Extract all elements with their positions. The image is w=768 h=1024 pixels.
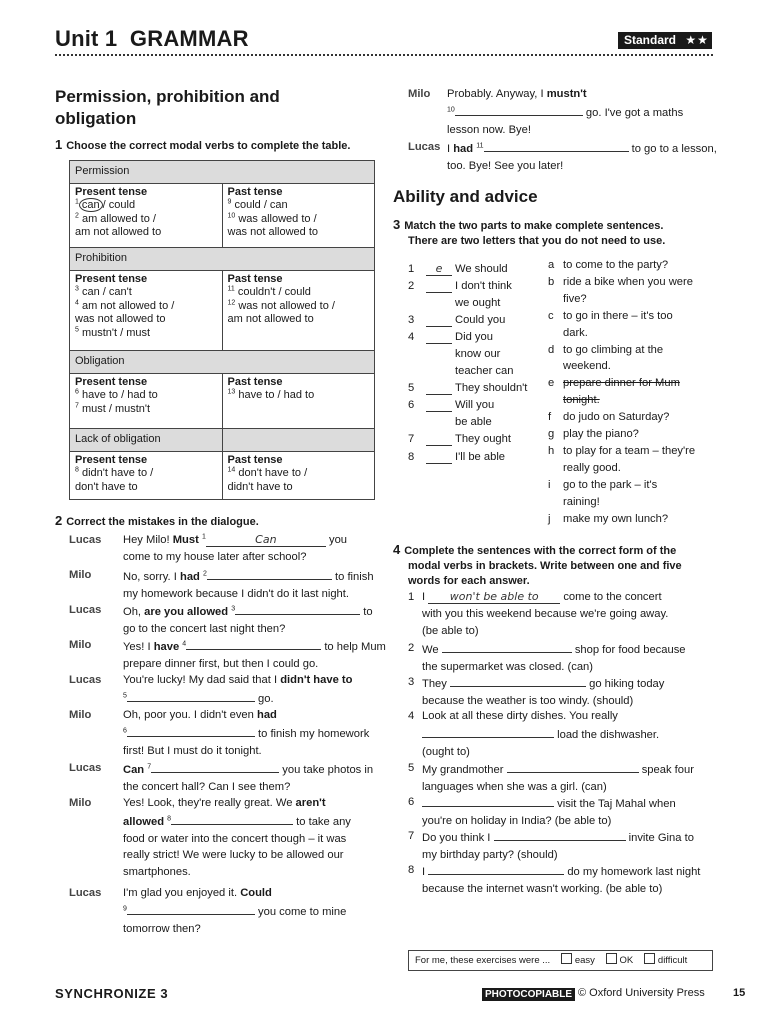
- sentence-end: play the piano?: [563, 428, 639, 441]
- option-text: am allowed to /: [81, 212, 156, 225]
- text: Look at all these dirty dishes. You really: [422, 710, 618, 722]
- speaker-lucas: Lucas: [69, 534, 102, 546]
- exercise-number: 3: [393, 217, 401, 232]
- dialogue-text: Yes! Look, they're really great. We aren't allowed $^8$ to take any food or water into the concert though – it was really strict! We were lucky to be allowed our smartphones.: [123, 795, 351, 881]
- match-answer-blank[interactable]: [426, 314, 452, 327]
- option-text: couldn't / could: [237, 286, 311, 299]
- sentence-end: make my own lunch?: [563, 512, 669, 525]
- text: my homework because I didn't do it last night.: [123, 587, 350, 600]
- table-line[interactable]: $^9$ could / can: [227, 198, 288, 212]
- text: My grandmother: [422, 764, 504, 776]
- sentence-start: Could you: [455, 314, 506, 327]
- item-number: 7: [408, 433, 415, 446]
- checkbox-easy[interactable]: [561, 953, 572, 964]
- text: to finish: [335, 571, 374, 583]
- option-text: was not allowed to /: [238, 299, 335, 312]
- item-letter: j: [548, 512, 551, 525]
- match-answer-blank[interactable]: [426, 451, 452, 464]
- instruction-text: Match the two parts to make complete sentences.: [404, 220, 664, 232]
- answer-blank-8[interactable]: [171, 812, 293, 825]
- sentence-end: to come to the party?: [563, 259, 669, 271]
- answer-blank-3[interactable]: [450, 674, 586, 687]
- speaker-milo: Milo: [408, 88, 431, 100]
- answer-blank-6[interactable]: [127, 724, 255, 737]
- table-line[interactable]: $^{11}$ couldn't / could: [227, 285, 311, 299]
- text: you take photos in: [282, 764, 374, 776]
- instruction-text: modal verbs in brackets. Write between one and five: [408, 560, 682, 572]
- option-text: have to / had to: [238, 389, 315, 402]
- sentence-end: go to the park – it's raining!: [563, 479, 658, 508]
- table-header-lack-of-obligation: Lack of obligation: [70, 429, 223, 452]
- table-line[interactable]: $^6$ have to / had to: [75, 388, 158, 402]
- text: to take any: [296, 815, 351, 828]
- item-letter: h: [548, 445, 555, 458]
- exercise-2-instruction: [55, 513, 259, 530]
- text: prepare dinner first, but then I could go.: [123, 657, 319, 670]
- sentence-start: Did you know our teacher can: [455, 331, 514, 377]
- table-header-obligation: Obligation: [70, 351, 375, 374]
- section-title-line: obligation: [55, 109, 137, 128]
- mistake-word: had: [256, 709, 277, 721]
- modal-verbs-table: [69, 160, 375, 500]
- speaker-lucas: Lucas: [408, 141, 441, 153]
- table-line[interactable]: $^2$ am allowed to /: [75, 212, 156, 225]
- circled-answer: can: [79, 198, 103, 212]
- table-cell: [70, 271, 223, 351]
- table-line[interactable]: was not allowed to: [227, 226, 318, 239]
- option-text: can / can't: [81, 286, 132, 299]
- dialogue-text: I'm glad you enjoyed it. Could $^9$ you come to mine tomorrow then?: [123, 885, 346, 937]
- text: go.: [258, 692, 274, 705]
- sentence-start: I don't think we ought: [455, 280, 512, 309]
- table-line: $^1$ can / could: [75, 198, 136, 212]
- table-cell: [70, 452, 223, 500]
- checkbox-difficult[interactable]: [644, 953, 655, 964]
- table-line[interactable]: $^3$ can / can't: [75, 285, 132, 299]
- handwritten-answer: e: [435, 262, 443, 275]
- handwritten-answer: won't be able to: [449, 590, 539, 603]
- item-number: 1: [408, 263, 415, 275]
- text: to finish my homework: [258, 727, 370, 740]
- text: to help Mum: [324, 641, 386, 653]
- option-text: must / mustn't: [81, 402, 151, 415]
- answer-blank-7[interactable]: [494, 828, 626, 841]
- table-cell: [222, 271, 375, 351]
- exercise-3-instruction: [393, 217, 665, 249]
- text: go hiking today: [589, 678, 665, 690]
- option-text: didn't have to /: [81, 467, 154, 480]
- text: Yes! I: [123, 641, 151, 653]
- answer-blank-1[interactable]: [428, 591, 560, 604]
- text: you: [328, 534, 348, 546]
- text: food or water into the concert though – it was: [123, 832, 347, 845]
- level-badge: [618, 32, 712, 49]
- sentence-start: They shouldn't: [455, 382, 528, 395]
- text: you're on holiday in India? (be able to): [422, 814, 612, 827]
- option-text: mustn't / must: [81, 326, 151, 339]
- answer-blank-4[interactable]: [186, 637, 321, 650]
- match-answer-blank[interactable]: [426, 280, 452, 293]
- mistake-word: had: [453, 143, 474, 155]
- answer-blank-3[interactable]: [235, 602, 360, 615]
- exercise-number: 4: [393, 542, 401, 557]
- section-title-line: Permission, prohibition and: [55, 87, 280, 106]
- sentence-end: to go in there – it's too dark.: [563, 309, 673, 339]
- text: Yes! Look, they're really great. We: [123, 797, 293, 809]
- option-text: was allowed to /: [238, 212, 317, 225]
- mistake-word: have: [153, 641, 180, 653]
- text: tomorrow then?: [123, 922, 201, 935]
- speaker-milo: Milo: [69, 709, 92, 721]
- cell-title: Present tense: [75, 273, 148, 285]
- star-icon: ★★: [685, 33, 709, 47]
- dialogue-text: Oh, are you allowed $^3$ to go to the concert last night then?: [123, 602, 373, 638]
- mistake-word: are you allowed: [144, 606, 229, 618]
- answer-blank-5[interactable]: [127, 689, 255, 702]
- dialogue-text: Can $^7$ you take photos in the concert hall? Can I see them?: [123, 760, 373, 796]
- cell-title: Past tense: [227, 376, 283, 388]
- unit-title: Unit 1 GRAMMAR: [55, 26, 249, 51]
- item-number: 2: [408, 280, 415, 293]
- option-text: am not allowed to /: [81, 299, 175, 312]
- table-line[interactable]: $^{12}$ was not allowed to /: [227, 299, 335, 312]
- text: Hey Milo!: [123, 534, 170, 546]
- label-difficult: difficult: [657, 955, 688, 966]
- feedback-prompt: For me, these exercises were ...: [415, 955, 551, 966]
- item-letter: d: [548, 343, 555, 356]
- text: visit the Taj Mahal when: [557, 798, 676, 810]
- photocopiable-badge: PHOTOCOPIABLE: [482, 988, 575, 1001]
- answer-blank-7[interactable]: [151, 760, 279, 773]
- mistake-word: Could: [240, 887, 272, 899]
- table-header-empty: [222, 429, 375, 452]
- text: No, sorry. I: [123, 571, 177, 583]
- table-line[interactable]: $^5$ mustn't / must: [75, 325, 151, 339]
- answer-blank-6[interactable]: [422, 794, 554, 807]
- table-line[interactable]: am not allowed to: [227, 313, 314, 326]
- instruction-text: Correct the mistakes in the dialogue.: [66, 516, 259, 528]
- table-line[interactable]: $^4$ am not allowed to /: [75, 299, 175, 312]
- section-title-ability: Ability and advice: [393, 187, 538, 206]
- table-cell: [70, 374, 223, 429]
- text: too. Bye! See you later!: [447, 159, 564, 172]
- speaker-lucas: Lucas: [69, 604, 102, 616]
- text: (be able to): [422, 624, 479, 637]
- speaker-milo: Milo: [69, 569, 92, 581]
- option-text: have to / had to: [81, 389, 158, 402]
- dialogue-text: I had $^{11}$ to go to a lesson, too. Bye! See you later!: [447, 139, 717, 175]
- section-title-permission: [55, 86, 280, 130]
- option-text: / could: [102, 199, 136, 212]
- answer-blank-2[interactable]: [442, 640, 572, 653]
- table-header-permission: Permission: [70, 161, 375, 184]
- text: first! But I must do it tonight.: [123, 744, 262, 757]
- table-line[interactable]: didn't have to: [227, 480, 293, 493]
- brand-logo: SYNCHRONIZE 3: [55, 986, 169, 1001]
- match-answer-blank[interactable]: [426, 382, 452, 395]
- answer-blank-1[interactable]: [206, 534, 326, 547]
- exercise-number: 1: [55, 137, 63, 152]
- answer-blank-10[interactable]: [455, 103, 583, 116]
- instruction-text: Choose the correct modal verbs to complete the table.: [66, 140, 351, 152]
- mistake-word: had: [179, 571, 200, 583]
- handwritten-answer: Can: [255, 533, 277, 546]
- sentence-end: ride a bike when you were five?: [563, 276, 693, 305]
- table-line[interactable]: $^{13}$ have to / had to: [227, 388, 315, 402]
- text: I: [422, 866, 426, 878]
- dialogue-text: Oh, poor you. I didn't even had $^6$ to finish my homework first! But I must do it tonight.: [123, 707, 369, 759]
- cell-title: Past tense: [227, 454, 283, 466]
- table-cell: [70, 184, 223, 248]
- instruction-text: Complete the sentences with the correct form of the: [404, 545, 677, 557]
- text: speak four: [641, 764, 694, 776]
- dialogue-text: Probably. Anyway, I mustn't $^{10}$ go. I've got a maths lesson now. Bye!: [447, 86, 683, 138]
- text: do my homework last night: [567, 866, 701, 878]
- item-letter: c: [548, 309, 554, 322]
- mistake-word: Must: [172, 534, 199, 546]
- item-number: 3: [408, 314, 415, 327]
- text: I'm glad you enjoyed it.: [123, 887, 238, 899]
- instruction-text: words for each answer.: [408, 575, 530, 587]
- mistake-word: didn't have to: [280, 674, 353, 686]
- dialogue-text: No, sorry. I had $^2$ to finish my homework because I didn't do it last night.: [123, 567, 374, 603]
- exercise-number: 2: [55, 513, 63, 528]
- text: load the dishwasher.: [557, 728, 660, 741]
- text: languages when she was a girl. (can): [422, 780, 607, 793]
- sentence-end: to play for a team – they're really good.: [563, 445, 696, 474]
- item-letter: f: [548, 411, 552, 424]
- item-number: 5: [408, 382, 415, 395]
- match-answer-blank[interactable]: [426, 263, 452, 276]
- checkbox-ok[interactable]: [606, 953, 617, 964]
- text: shop for food because: [574, 644, 686, 656]
- text: go to the concert last night then?: [123, 622, 286, 635]
- text: to: [363, 606, 373, 618]
- mistake-word: aren't: [295, 797, 326, 809]
- item-number: 6: [408, 399, 415, 412]
- sentence-start: They ought: [455, 433, 511, 446]
- dialogue-text: Hey Milo! Must $^1$ Can you come to my house later after school?: [123, 532, 347, 566]
- mistake-word: Can: [123, 764, 145, 776]
- text: the concert hall? Can I see them?: [123, 780, 291, 793]
- cell-title: Present tense: [75, 454, 148, 466]
- table-line[interactable]: was not allowed to: [75, 313, 166, 326]
- text: to go to a lesson,: [631, 143, 717, 155]
- label-easy: easy: [574, 955, 595, 966]
- table-cell: [222, 374, 375, 429]
- text: go. I've got a maths: [585, 106, 684, 119]
- text: because the internet wasn't working. (be able to): [422, 882, 663, 895]
- cell-title: Present tense: [75, 186, 148, 198]
- match-answer-blank[interactable]: [426, 399, 452, 412]
- dialogue-text: Yes! I have $^4$ to help Mum prepare dinner first, but then I could go.: [123, 637, 386, 673]
- table-cell: [222, 452, 375, 500]
- dialogue-line: [69, 532, 389, 566]
- match-answer-blank[interactable]: [426, 331, 452, 344]
- cell-title: Past tense: [227, 273, 283, 285]
- exercise-1-instruction: [55, 137, 350, 154]
- text: my birthday party? (should): [422, 848, 558, 861]
- speaker-milo: Milo: [69, 639, 92, 651]
- table-line[interactable]: $^7$ must / mustn't: [75, 402, 151, 415]
- item-number: 4: [408, 331, 415, 344]
- item-number: 8: [408, 450, 415, 463]
- speaker-lucas: Lucas: [69, 887, 102, 899]
- text: smartphones.: [123, 866, 191, 879]
- speaker-lucas: Lucas: [69, 674, 102, 686]
- level-label: Standard: [624, 33, 677, 47]
- text: you come to mine: [258, 905, 347, 918]
- answer-blank-2[interactable]: [207, 567, 332, 580]
- label-ok: OK: [619, 955, 634, 966]
- item-letter: i: [548, 479, 551, 491]
- sentence-end: prepare dinner for Mum tonight.: [563, 377, 680, 407]
- text: They: [422, 678, 447, 690]
- page-number: 15: [733, 987, 746, 999]
- answer-blank-8[interactable]: [428, 862, 564, 875]
- speaker-lucas: Lucas: [69, 762, 102, 774]
- item-letter: e: [548, 377, 555, 390]
- dialogue-text: You're lucky! My dad said that I didn't have to $^5$ go.: [123, 674, 353, 705]
- self-assessment-box: [408, 950, 713, 971]
- option-text: don't have to /: [238, 467, 308, 480]
- table-line[interactable]: don't have to: [75, 480, 138, 493]
- table-line[interactable]: am not allowed to: [75, 226, 162, 239]
- answer-blank-4[interactable]: [422, 725, 554, 738]
- table-line[interactable]: $^{14}$ don't have to /: [227, 466, 308, 480]
- text: really strict! We were lucky to be allowed our: [123, 849, 344, 862]
- item-letter: g: [548, 428, 555, 441]
- text: Oh,: [123, 606, 142, 618]
- text: Do you think I: [422, 832, 491, 844]
- instruction-text: There are two letters that you do not need to use.: [408, 235, 666, 247]
- exercise-4-instruction: [393, 542, 682, 589]
- cell-title: Present tense: [75, 376, 148, 388]
- text: with you this weekend because we're going away.: [422, 607, 669, 620]
- text: invite Gina to: [628, 832, 694, 844]
- text: I: [422, 591, 426, 603]
- sentence-end: to go climbing at the weekend.: [563, 343, 664, 373]
- text: because the weather is too windy. (should): [422, 694, 634, 707]
- sentence-start: I'll be able: [455, 450, 506, 463]
- mistake-word: mustn't: [546, 88, 587, 100]
- item-letter: a: [548, 259, 555, 271]
- publisher-credit: © Oxford University Press: [578, 987, 705, 999]
- text: the supermarket was closed. (can): [422, 660, 593, 673]
- text: Probably. Anyway, I: [447, 88, 544, 100]
- text: Oh, poor you. I didn't even: [123, 709, 254, 721]
- table-line[interactable]: $^8$ didn't have to /: [75, 466, 154, 480]
- text: lesson now. Bye!: [447, 123, 531, 136]
- mistake-word: allowed: [123, 815, 165, 828]
- text: You're lucky! My dad said that I: [123, 674, 278, 686]
- option-text: could / can: [234, 199, 288, 212]
- text: come to my house later after school?: [123, 550, 307, 563]
- cell-title: Past tense: [227, 186, 283, 198]
- answer-blank-9[interactable]: [127, 902, 255, 915]
- match-answer-blank[interactable]: [426, 433, 452, 446]
- item-letter: b: [548, 276, 555, 288]
- table-cell: [222, 184, 375, 248]
- text: We: [422, 644, 439, 656]
- table-line[interactable]: $^{10}$ was allowed to /: [227, 212, 317, 225]
- speaker-milo: Milo: [69, 797, 92, 809]
- sentence-start: We should: [455, 263, 508, 275]
- text: (ought to): [422, 745, 470, 758]
- sentence-end: do judo on Saturday?: [563, 411, 670, 424]
- sentence-start: Will you be able: [455, 399, 495, 429]
- text: I: [447, 143, 451, 155]
- header-divider: [55, 54, 713, 56]
- answer-blank-11[interactable]: [484, 139, 629, 152]
- table-header-prohibition: Prohibition: [70, 248, 375, 271]
- text: come to the concert: [563, 591, 662, 603]
- answer-blank-5[interactable]: [507, 760, 639, 773]
